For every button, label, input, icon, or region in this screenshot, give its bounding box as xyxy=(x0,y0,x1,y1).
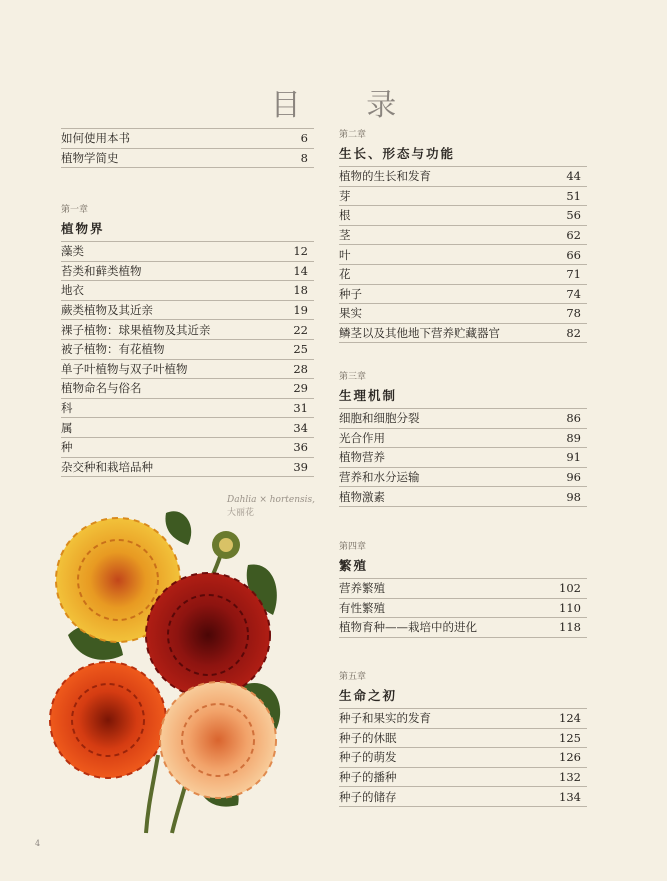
toc-entry[interactable] xyxy=(339,285,587,305)
toc-entry-label: 花 xyxy=(339,267,351,282)
toc-entry-page: 31 xyxy=(293,401,308,416)
toc-entry[interactable] xyxy=(61,262,314,282)
toc-entry-page: 102 xyxy=(559,581,581,596)
chapter-number: 第五章 xyxy=(339,672,367,682)
flower-scarlet xyxy=(50,662,166,778)
chapter-5 xyxy=(339,671,587,807)
toc-entry-label: 植物营养 xyxy=(339,450,385,465)
chapter-title: 繁殖 xyxy=(339,558,369,573)
toc-entry-label: 种子的萌发 xyxy=(339,750,397,765)
toc-entry-label: 植物激素 xyxy=(339,489,385,504)
toc-entry-page: 12 xyxy=(293,244,308,259)
toc-entry-page: 14 xyxy=(293,263,308,278)
toc-entry-page: 44 xyxy=(566,169,581,184)
toc-entry-page: 96 xyxy=(566,470,581,485)
chapter-title: 生理机制 xyxy=(339,388,398,403)
toc-entry-label: 种 xyxy=(61,440,73,455)
toc-entry-label: 鳞茎以及其他地下营养贮藏器官 xyxy=(339,326,500,341)
toc-entry-label: 属 xyxy=(61,420,73,435)
toc-entry[interactable] xyxy=(339,599,587,619)
caption-chinese: 大丽花 xyxy=(227,508,255,518)
toc-entry-page: 78 xyxy=(566,306,581,321)
toc-entry-label: 杂交种和栽培品种 xyxy=(61,459,153,474)
toc-entry[interactable] xyxy=(339,787,587,807)
toc-entry[interactable] xyxy=(61,399,314,419)
toc-entry[interactable] xyxy=(61,149,314,169)
toc-entry-page: 25 xyxy=(293,342,308,357)
chapter-list xyxy=(339,166,587,343)
toc-entry-label: 营养繁殖 xyxy=(339,581,385,596)
toc-entry[interactable] xyxy=(339,304,587,324)
chapter-list xyxy=(61,241,314,477)
chapter-number: 第四章 xyxy=(339,542,367,552)
toc-entry-page: 98 xyxy=(566,489,581,504)
chapter-number: 第二章 xyxy=(339,130,367,140)
toc-entry-page: 86 xyxy=(566,411,581,426)
toc-entry-label: 光合作用 xyxy=(339,430,385,445)
toc-entry-label: 裸子植物：球果植物及其近亲 xyxy=(61,322,211,337)
toc-entry[interactable] xyxy=(339,748,587,768)
caption-latin: Dahlia × hortensis, xyxy=(227,495,315,505)
toc-entry[interactable] xyxy=(61,320,314,340)
toc-entry[interactable] xyxy=(61,281,314,301)
toc-entry-page: 110 xyxy=(559,600,581,615)
toc-entry-label: 种子的播种 xyxy=(339,770,397,785)
toc-entry-label: 蕨类植物及其近亲 xyxy=(61,303,153,318)
toc-entry[interactable] xyxy=(339,167,587,187)
toc-entry-label: 种子的休眠 xyxy=(339,730,397,745)
toc-entry[interactable] xyxy=(339,487,587,507)
chapter-list xyxy=(339,578,587,638)
toc-entry-page: 71 xyxy=(566,267,581,282)
toc-entry-label: 种子的储存 xyxy=(339,789,397,804)
toc-entry[interactable] xyxy=(339,468,587,488)
toc-entry-page: 82 xyxy=(566,326,581,341)
toc-entry-page: 56 xyxy=(566,208,581,223)
toc-entry-page: 74 xyxy=(566,286,581,301)
toc-entry-page: 89 xyxy=(566,430,581,445)
toc-entry-label: 被子植物：有花植物 xyxy=(61,342,165,357)
toc-entry-page: 132 xyxy=(559,770,581,785)
toc-entry-label: 果实 xyxy=(339,306,362,321)
toc-entry-label: 种子 xyxy=(339,286,362,301)
toc-entry-page: 34 xyxy=(293,420,308,435)
toc-entry[interactable] xyxy=(339,245,587,265)
chapter-3 xyxy=(339,371,587,507)
front-matter-list xyxy=(61,128,314,168)
flower-peach xyxy=(160,682,276,798)
toc-entry-page: 126 xyxy=(559,750,581,765)
toc-entry-label: 单子叶植物与双子叶植物 xyxy=(61,361,188,376)
toc-entry-label: 细胞和细胞分裂 xyxy=(339,411,420,426)
toc-entry[interactable] xyxy=(339,226,587,246)
toc-entry-label: 茎 xyxy=(339,228,351,243)
toc-entry[interactable] xyxy=(339,729,587,749)
toc-entry-page: 118 xyxy=(559,620,581,635)
toc-entry[interactable] xyxy=(339,324,587,344)
chapter-title: 生命之初 xyxy=(339,688,398,703)
toc-entry-label: 植物育种——栽培中的进化 xyxy=(339,620,477,635)
toc-entry-page: 66 xyxy=(566,247,581,262)
toc-entry-label: 如何使用本书 xyxy=(61,131,130,146)
chapter-number: 第三章 xyxy=(339,372,367,382)
toc-entry[interactable] xyxy=(61,418,314,438)
toc-entry[interactable] xyxy=(61,242,314,262)
toc-entry-page: 39 xyxy=(293,459,308,474)
toc-entry[interactable] xyxy=(339,409,587,429)
toc-entry-label: 芽 xyxy=(339,188,351,203)
chapter-title: 生长、形态与功能 xyxy=(339,146,456,161)
toc-entry[interactable] xyxy=(339,709,587,729)
toc-entry-page: 18 xyxy=(293,283,308,298)
toc-entry-page: 8 xyxy=(300,150,308,165)
dahlia-illustration xyxy=(48,505,288,835)
toc-entry[interactable] xyxy=(61,458,314,478)
toc-entry-page: 62 xyxy=(566,228,581,243)
toc-entry-label: 植物命名与俗名 xyxy=(61,381,142,396)
toc-entry-page: 6 xyxy=(300,131,308,146)
toc-entry[interactable] xyxy=(339,768,587,788)
toc-entry[interactable] xyxy=(61,129,314,149)
toc-entry-label: 植物的生长和发育 xyxy=(339,169,431,184)
toc-entry-label: 科 xyxy=(61,401,73,416)
toc-entry[interactable] xyxy=(339,579,587,599)
toc-entry-label: 有性繁殖 xyxy=(339,600,385,615)
toc-entry-label: 营养和水分运输 xyxy=(339,470,420,485)
toc-entry[interactable] xyxy=(61,340,314,360)
toc-entry[interactable] xyxy=(339,265,587,285)
toc-entry-page: 28 xyxy=(293,361,308,376)
toc-entry[interactable] xyxy=(61,301,314,321)
toc-entry[interactable] xyxy=(339,448,587,468)
toc-entry[interactable] xyxy=(61,360,314,380)
toc-entry-page: 134 xyxy=(559,789,581,804)
chapter-list xyxy=(339,708,587,807)
toc-entry-page: 19 xyxy=(293,303,308,318)
chapter-number: 第一章 xyxy=(61,205,89,215)
page-title: 目 录 xyxy=(270,88,425,124)
toc-entry[interactable] xyxy=(61,379,314,399)
front-matter xyxy=(61,128,314,168)
chapter-2 xyxy=(339,129,587,343)
toc-entry[interactable] xyxy=(61,438,314,458)
chapter-list xyxy=(339,408,587,507)
toc-entry-page: 125 xyxy=(559,730,581,745)
toc-entry-label: 苔类和藓类植物 xyxy=(61,263,142,278)
toc-entry-page: 51 xyxy=(566,188,581,203)
toc-entry-label: 种子和果实的发育 xyxy=(339,711,431,726)
toc-entry-page: 124 xyxy=(559,711,581,726)
flower-red xyxy=(146,573,270,697)
toc-entry[interactable] xyxy=(339,429,587,449)
toc-entry-label: 叶 xyxy=(339,247,351,262)
chapter-title: 植物界 xyxy=(61,221,105,236)
toc-entry[interactable] xyxy=(339,187,587,207)
toc-entry-page: 22 xyxy=(293,322,308,337)
toc-entry-label: 藻类 xyxy=(61,244,84,259)
page-number: 4 xyxy=(35,839,41,848)
toc-entry-label: 根 xyxy=(339,208,351,223)
chapter-1 xyxy=(61,204,314,477)
toc-entry[interactable] xyxy=(339,206,587,226)
chapter-4 xyxy=(339,541,587,638)
toc-entry-page: 29 xyxy=(293,381,308,396)
toc-entry-label: 地衣 xyxy=(61,283,84,298)
toc-entry-page: 91 xyxy=(566,450,581,465)
toc-entry[interactable] xyxy=(339,618,587,638)
toc-entry-label: 植物学简史 xyxy=(61,150,119,165)
toc-entry-page: 36 xyxy=(293,440,308,455)
